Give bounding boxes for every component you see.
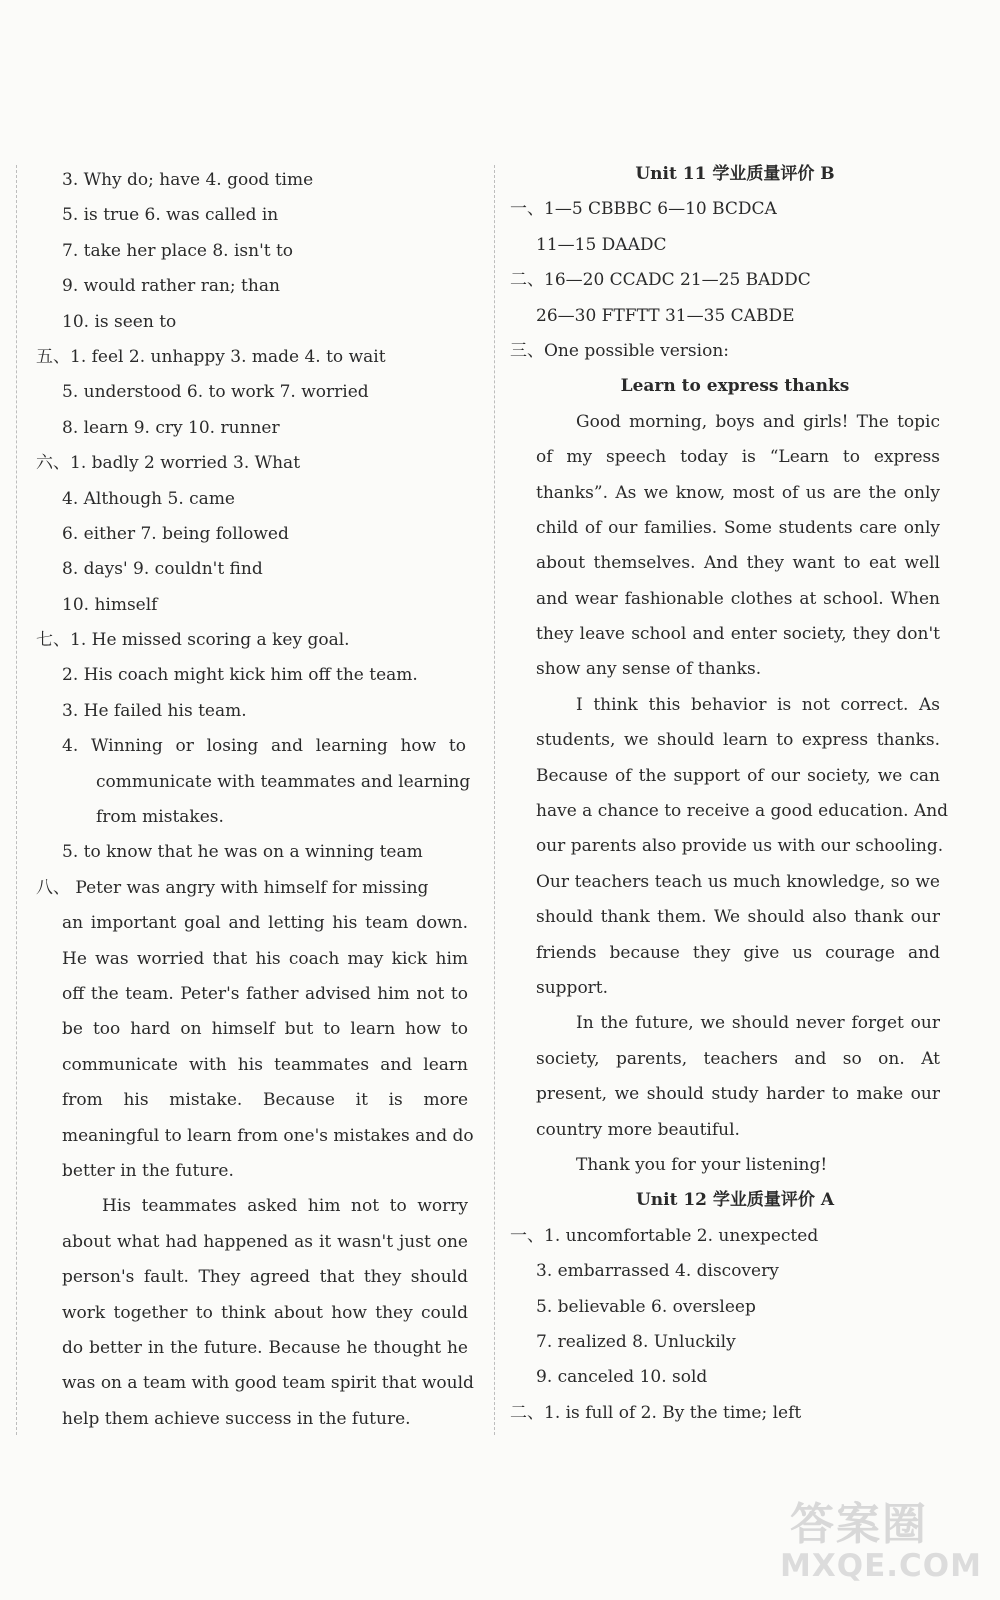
paragraph-line: do better in the future. Because he thought he — [62, 1337, 468, 1358]
answer-line: communicate with teammates and learning — [96, 771, 471, 792]
paragraph-line: Good morning, boys and girls! The topic — [576, 411, 940, 432]
paragraph-line: Thank you for your listening! — [576, 1154, 828, 1175]
answer-line: 7. take her place 8. isn't to — [62, 240, 294, 261]
answer-line: 5. understood 6. to work 7. worried — [62, 382, 369, 403]
answer-line: 7. realized 8. Unluckily — [536, 1331, 736, 1352]
unit-11-heading: Unit 11 学业质量评价 B — [635, 164, 835, 184]
paragraph-line: He was worried that his coach may kick him — [62, 948, 468, 969]
paragraph-line: Our teachers teach us much knowledge, so we — [536, 871, 940, 892]
answer-line: 3. Why do; have 4. good time — [62, 170, 314, 190]
unit-12-heading: Unit 12 学业质量评价 A — [635, 1190, 835, 1211]
answer-line: 5. to know that he was on a winning team — [62, 842, 423, 863]
paragraph-line: Because of the support of our society, we can — [536, 765, 940, 786]
paragraph-line: better in the future. — [62, 1160, 234, 1181]
watermark-logo: 答案圈 — [790, 1499, 928, 1550]
answer-line: 8. learn 9. cry 10. runner — [62, 417, 280, 438]
answer-line: 二、1. is full of 2. By the time; left — [510, 1402, 802, 1423]
answer-line: 8. days' 9. couldn't find — [62, 559, 263, 580]
paragraph-line: person's fault. They agreed that they should — [62, 1267, 468, 1288]
answer-line: from mistakes. — [96, 807, 224, 828]
answer-line: 26—30 FTFTT 31—35 CABDE — [536, 305, 795, 326]
left-column — [36, 163, 486, 1437]
section-seven-line: 七、1. He missed scoring a key goal. — [36, 630, 350, 651]
paragraph-line: was on a team with good team spirit that would — [62, 1373, 474, 1394]
right-column — [510, 157, 960, 1431]
paragraph-line: and wear fashionable clothes at school. When — [536, 588, 940, 609]
section-six-line: 六、1. badly 2 worried 3. What — [36, 453, 301, 474]
paragraph-line: child of our families. Some students care only — [536, 517, 940, 538]
answer-line: 6. either 7. being followed — [62, 523, 289, 544]
answer-line: 3. embarrassed 4. discovery — [536, 1261, 779, 1282]
paragraph-line: country more beautiful. — [536, 1119, 740, 1140]
answer-line: 一、1. uncomfortable 2. unexpected — [510, 1225, 819, 1246]
answer-line: 三、One possible version: — [510, 340, 729, 361]
paragraph-line: students, we should learn to express thanks. — [536, 730, 940, 751]
answer-line: 一、1—5 CBBBC 6—10 BCDCA — [510, 199, 777, 220]
paragraph-line: have a chance to receive a good education. And — [536, 801, 949, 822]
answer-line: 3. He failed his team. — [62, 700, 247, 721]
paragraph-line: about what had happened as it wasn't just one — [62, 1231, 468, 1252]
paragraph-line: our parents also provide us with our schooling. — [536, 836, 944, 857]
watermark — [775, 1488, 985, 1593]
answer-line: 5. believable 6. oversleep — [536, 1296, 756, 1317]
paragraph-line: be too hard on himself but to learn how to — [62, 1019, 468, 1040]
answer-line: 2. His coach might kick him off the team. — [62, 665, 418, 686]
paragraph-line: help them achieve success in the future. — [62, 1408, 411, 1429]
paragraph-line: I think this behavior is not correct. As — [576, 694, 940, 715]
paragraph-line: they leave school and enter society, they don't — [536, 624, 940, 645]
essay-title: Learn to express thanks — [620, 376, 850, 397]
watermark-url: MXQE.COM — [780, 1548, 983, 1584]
paragraph-line: work together to think about how they could — [62, 1302, 468, 1323]
paragraph-line: of my speech today is “Learn to express — [536, 447, 940, 468]
left-margin-rule — [16, 165, 17, 1435]
paragraph-line: should thank them. We should also thank our — [536, 907, 940, 928]
paragraph-line: about themselves. And they want to eat well — [536, 553, 940, 574]
answer-line: 11—15 DAADC — [536, 234, 667, 255]
paragraph-line: In the future, we should never forget our — [576, 1013, 940, 1034]
section-five-line: 五、1. feel 2. unhappy 3. made 4. to wait — [36, 346, 386, 367]
column-divider — [494, 165, 495, 1435]
paragraph-line: communicate with his teammates and learn — [62, 1054, 468, 1075]
paragraph-line: an important goal and letting his team down. — [62, 913, 468, 934]
paragraph-line: support. — [536, 977, 609, 998]
answer-line: 10. is seen to — [62, 311, 177, 332]
paragraph-line: show any sense of thanks. — [536, 659, 762, 680]
answer-line: 4. Although 5. came — [62, 488, 235, 509]
answer-line: 5. is true 6. was called in — [62, 205, 279, 226]
answer-line: 9. canceled 10. sold — [536, 1367, 708, 1388]
answer-line: 9. would rather ran; than — [62, 276, 280, 297]
paragraph-line: present, we should study harder to make our — [536, 1084, 940, 1105]
paragraph-line: His teammates asked him not to worry — [102, 1196, 468, 1217]
answer-line: 10. himself — [62, 594, 158, 615]
paragraph-line: from his mistake. Because it is more — [62, 1090, 468, 1111]
section-eight-line: 八、 Peter was angry with himself for missing — [36, 877, 429, 898]
paragraph-line: meaningful to learn from one's mistakes and do — [62, 1125, 474, 1146]
paragraph-line: off the team. Peter's father advised him not to — [62, 983, 468, 1004]
paragraph-line: friends because they give us courage and — [536, 942, 940, 963]
paragraph-line: society, parents, teachers and so on. At — [536, 1048, 940, 1069]
paragraph-line: thanks”. As we know, most of us are the only — [536, 482, 940, 503]
answer-line: 二、16—20 CCADC 21—25 BADDC — [510, 270, 811, 291]
answer-line: 4. Winning or losing and learning how to — [62, 736, 466, 757]
